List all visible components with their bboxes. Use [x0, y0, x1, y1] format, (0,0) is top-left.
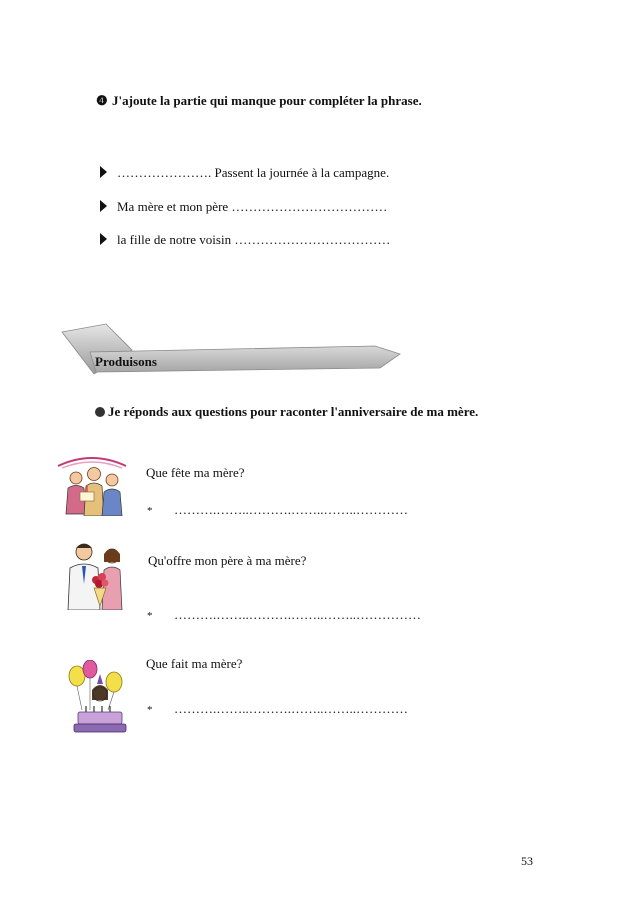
- question-3: Que fait ma mère?: [146, 656, 243, 671]
- arrow-bullet-icon: [100, 200, 107, 212]
- fill-line-3: la fille de notre voisin ………………………………: [100, 232, 390, 248]
- fill-line-1: …………………. Passent la journée à la campagne.: [100, 165, 389, 181]
- exercise-4-instruction: ❹ J'ajoute la partie qui manque pour compléter la phrase.: [96, 93, 422, 108]
- birthday-cake-icon: [64, 660, 132, 734]
- answer-line-2: * ……….……..……….……..……..……………: [147, 607, 421, 622]
- answer-marker: *: [147, 704, 153, 716]
- answer-marker: *: [147, 610, 153, 622]
- arrow-bullet-icon: [100, 166, 107, 178]
- fill-line-2: Ma mère et mon père ………………………………: [100, 199, 387, 215]
- father-bouquet-icon: [62, 540, 132, 610]
- arrow-bullet-icon: [100, 233, 107, 245]
- page-number: 53: [521, 854, 533, 868]
- answer-line-3: * ……….……..……….……..……..…………: [147, 701, 408, 716]
- question-1: Que fête ma mère?: [146, 465, 245, 480]
- exercise-number: ❹: [96, 93, 108, 108]
- exercise-number-dot-icon: [95, 407, 105, 417]
- section-title: Produisons: [95, 354, 157, 369]
- answer-marker: *: [147, 505, 153, 517]
- exercise-5-instruction: Je réponds aux questions pour raconter l'anniversaire de ma mère.: [95, 404, 478, 420]
- family-celebration-icon: [52, 452, 132, 516]
- answer-line-1: * ……….……..……….……..……..…………: [147, 502, 408, 517]
- question-2: Qu'offre mon père à ma mère?: [148, 553, 307, 568]
